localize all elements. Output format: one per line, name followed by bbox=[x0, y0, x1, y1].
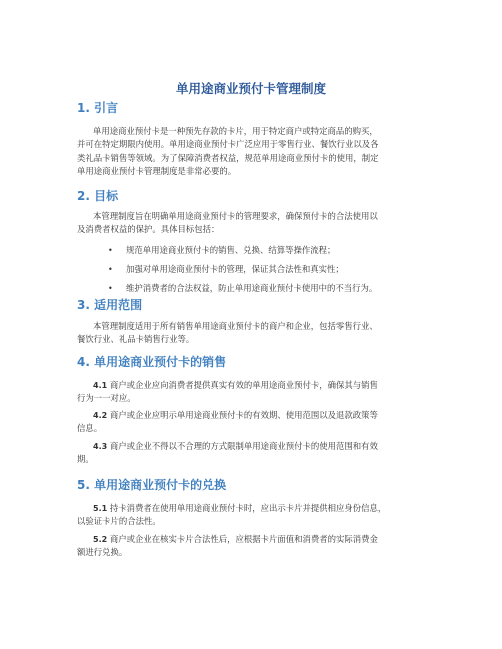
clause-text: 商户或企业应明示单用途商业预付卡的有效期、使用范围以及退款政策等 bbox=[107, 410, 378, 420]
clause-4-2 bbox=[77, 409, 437, 436]
clause-text: 商户或企业应向消费者提供真实有效的单用途商业预付卡，确保其与销售 bbox=[107, 380, 378, 390]
paragraph-line: 单用途商业预付卡管理制度是非常必要的。 bbox=[77, 166, 237, 177]
paragraph-line: 餐饮行业、礼品卡销售行业等。 bbox=[77, 334, 195, 345]
paragraph-line bbox=[77, 379, 437, 392]
bullet-icon: • bbox=[108, 246, 113, 255]
clause-text: 商户或企业不得以不合理的方式限制单用途商业预付卡的使用范围和有效 bbox=[107, 441, 378, 451]
list-item-text: 加强对单用途商业预付卡的管理，保证其合法性和真实性； bbox=[126, 264, 344, 274]
list-item bbox=[108, 279, 377, 298]
paragraph-line: 行为一一对应。 bbox=[77, 393, 136, 404]
paragraph-line: 单用途商业预付卡是一种预先存款的卡片，用于特定商户或特定商品的购买， bbox=[93, 126, 378, 136]
clause-text: 持卡消费者在使用单用途商业预付卡时，应出示卡片并提供相应身份信息， bbox=[107, 503, 387, 513]
clause-4-1 bbox=[77, 379, 437, 406]
paragraph-line bbox=[77, 409, 437, 422]
section-intro-paragraph bbox=[77, 125, 437, 179]
list-item bbox=[108, 260, 377, 279]
clause-number: 4.2 bbox=[93, 411, 108, 420]
clause-number: 4.1 bbox=[93, 381, 108, 390]
section-heading-goals: 2. 目标 bbox=[77, 189, 119, 203]
clause-number: 5.2 bbox=[93, 535, 108, 544]
list-item-text: 规范单用途商业预付卡的销售、兑换、结算等操作流程； bbox=[126, 245, 336, 255]
section-heading-intro: 1. 引言 bbox=[77, 101, 119, 115]
clause-5-1 bbox=[77, 502, 437, 529]
paragraph-line: 本管理制度旨在明确单用途商业预付卡的管理要求，确保预付卡的合法使用以 bbox=[93, 211, 378, 221]
bullet-icon: • bbox=[108, 265, 113, 274]
clause-4-3 bbox=[77, 440, 437, 467]
goals-bullet-list bbox=[108, 241, 377, 298]
clause-number: 4.3 bbox=[93, 442, 108, 451]
paragraph-line bbox=[77, 502, 437, 515]
paragraph-line: 期。 bbox=[77, 454, 94, 465]
section-scope-paragraph bbox=[77, 320, 437, 347]
section-heading-sales: 4. 单用途商业预付卡的销售 bbox=[77, 355, 227, 369]
paragraph-line: 及消费者权益的保护。具体目标包括： bbox=[77, 224, 220, 235]
paragraph-line: 额进行兑换。 bbox=[77, 547, 128, 558]
section-goals-paragraph bbox=[77, 210, 437, 237]
section-heading-redemption: 5. 单用途商业预付卡的兑换 bbox=[77, 478, 227, 492]
paragraph-line: 类礼品卡销售等领域。为了保障消费者权益，规范单用途商业预付卡的使用，制定 bbox=[77, 152, 379, 163]
paragraph-line: 并可在特定期限内使用。单用途商业预付卡广泛应用于零售行业、餐饮行业以及各 bbox=[77, 139, 379, 150]
section-heading-scope: 3. 适用范围 bbox=[77, 298, 143, 312]
paragraph-line bbox=[77, 440, 437, 453]
paragraph-line: 信息。 bbox=[77, 423, 103, 434]
paragraph-line bbox=[77, 533, 437, 546]
paragraph-line: 本管理制度适用于所有销售单用途商业预付卡的商户和企业，包括零售行业、 bbox=[93, 321, 378, 331]
clause-number: 5.1 bbox=[93, 504, 108, 513]
clause-text: 商户或企业在核实卡片合法性后，应根据卡片面值和消费者的实际消费金 bbox=[107, 534, 378, 544]
bullet-icon: • bbox=[108, 284, 113, 293]
clause-5-2 bbox=[77, 533, 437, 560]
list-item bbox=[108, 241, 377, 260]
document-title: 单用途商业预付卡管理制度 bbox=[175, 81, 326, 96]
paragraph-line: 以验证卡片的合法性。 bbox=[77, 516, 161, 527]
list-item-text: 维护消费者的合法权益，防止单用途商业预付卡使用中的不当行为。 bbox=[126, 283, 378, 293]
